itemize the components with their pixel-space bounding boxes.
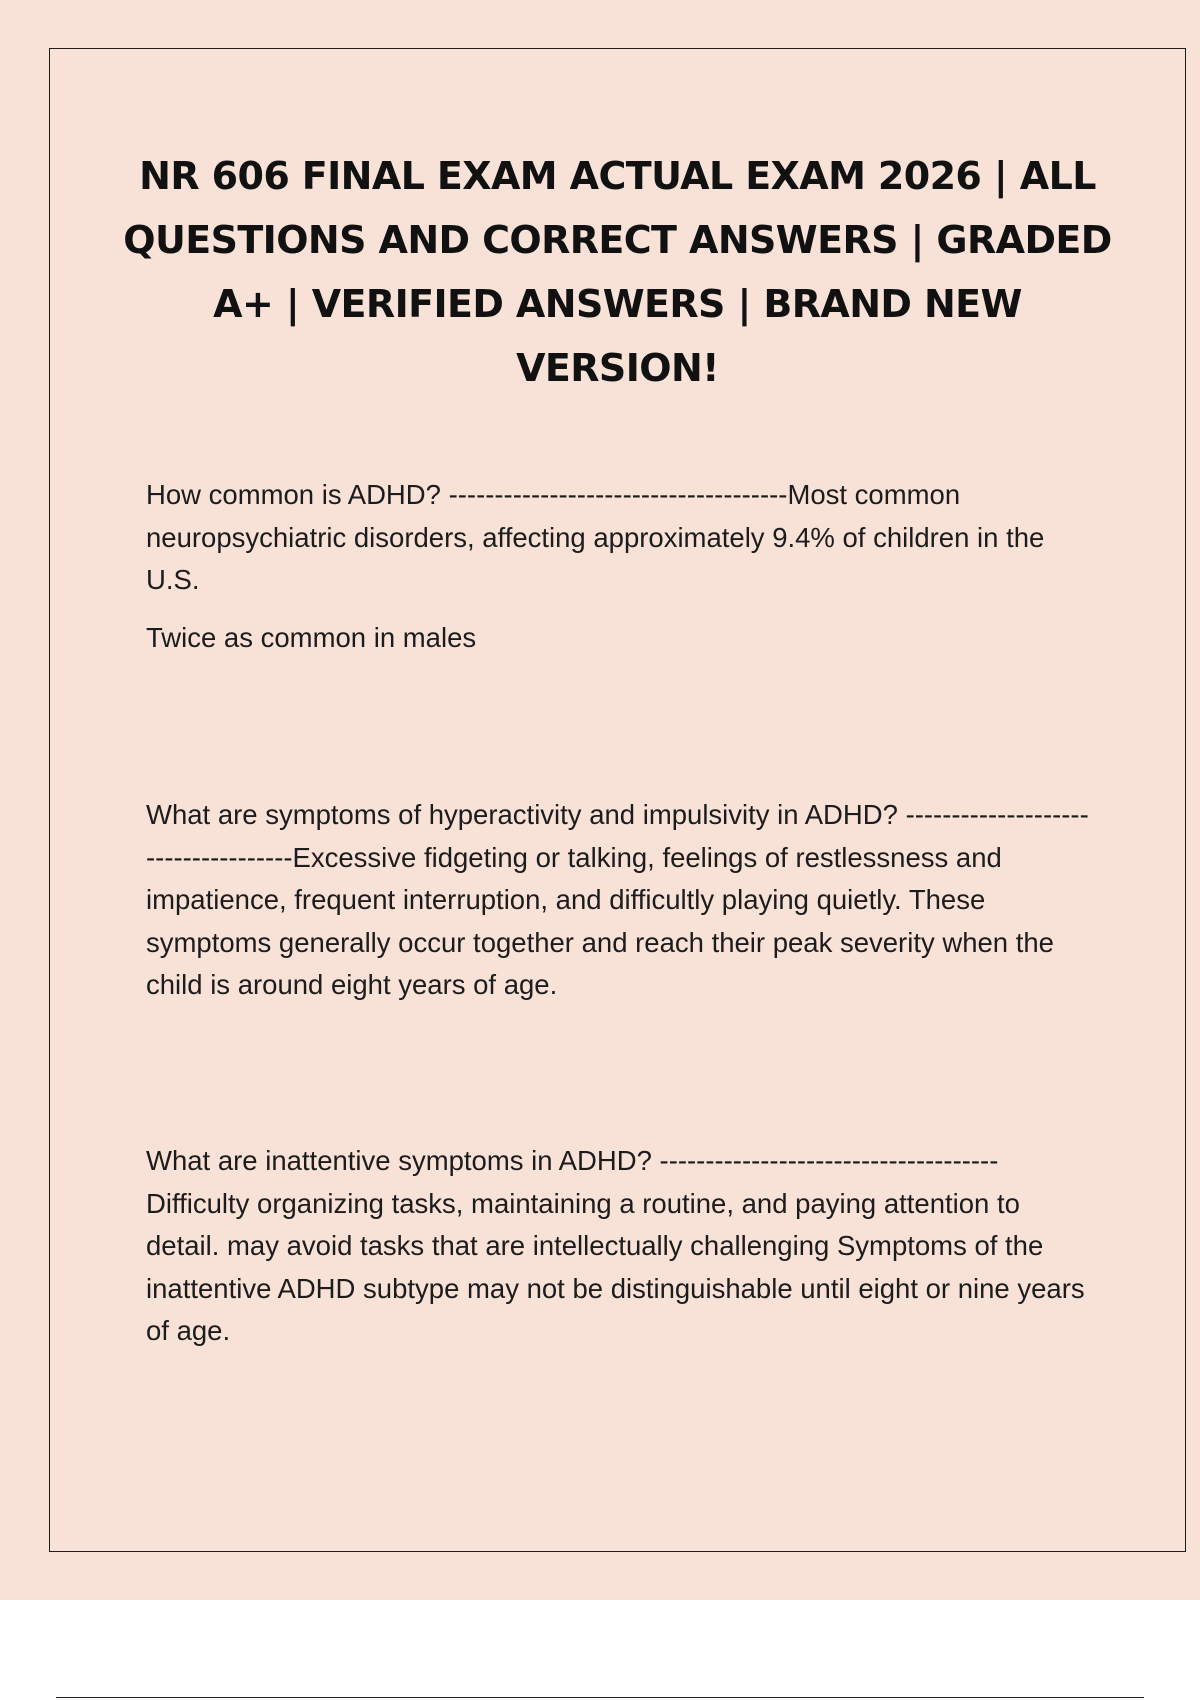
answer-3: Difficulty organizing tasks, maintaining a routine, and paying attention to detail. may avoid tasks that are intellectually challenging Symptoms of the inattentive ADHD subtype may not be distinguishable until eight or nine years of age.	[146, 1187, 1085, 1346]
question-2: What are symptoms of hyperactivity and impulsivity in ADHD?	[146, 799, 898, 830]
answer-1: Most common neuropsychiatric disorders, affecting approximately 9.4% of children in the U.S.	[146, 479, 1045, 595]
question-1: How common is ADHD?	[146, 479, 441, 510]
separator-2: ------------------------------------	[146, 799, 1089, 873]
footer-divider	[56, 1697, 1144, 1698]
answer-2: Excessive fidgeting or talking, feelings of restlessness and impatience, frequent interruption, and difficultly playing quietly. These symptoms generally occur together and reach their peak severity when the child is around eight years of age.	[146, 841, 1054, 1000]
question-3: What are inattentive symptoms in ADHD?	[146, 1145, 652, 1176]
separator-3: -------------------------------------	[651, 1145, 999, 1176]
qa-item-1	[146, 474, 1090, 602]
separator-1: -------------------------------------	[440, 479, 788, 510]
qa-item-3	[146, 1140, 1090, 1353]
qa-item-2	[146, 794, 1090, 1007]
qa-item-1-note: Twice as common in males	[146, 622, 477, 653]
document-title: NR 606 FINAL EXAM ACTUAL EXAM 2026 | ALL QUESTIONS AND CORRECT ANSWERS | GRADED A+ | VERIFIED ANSWERS | BRAND NEW VERSION!	[123, 154, 1112, 390]
